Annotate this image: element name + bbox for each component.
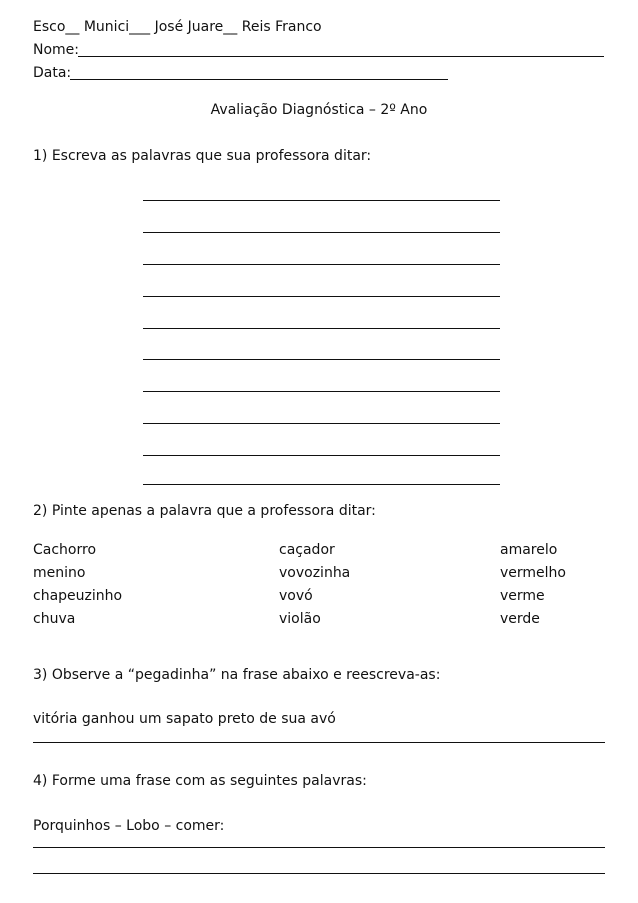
word-option[interactable]: vovozinha xyxy=(279,565,351,581)
word-option[interactable]: chuva xyxy=(33,611,76,627)
q2-word-column-3 xyxy=(500,541,566,633)
q3-prompt: 3) Observe a “pegadinha” na frase abaixo e reescreva-as: xyxy=(33,667,441,683)
word-option[interactable]: caçador xyxy=(279,542,335,558)
q4-words: Porquinhos – Lobo – comer: xyxy=(33,818,225,834)
name-input-line[interactable] xyxy=(78,56,604,57)
q1-answer-line[interactable] xyxy=(143,232,500,233)
word-option[interactable]: amarelo xyxy=(500,542,558,558)
word-option[interactable]: vovó xyxy=(279,588,313,604)
q1-answer-line[interactable] xyxy=(143,328,500,329)
name-label: Nome: xyxy=(33,42,80,58)
word-option[interactable]: vermelho xyxy=(500,565,566,581)
word-option[interactable]: verme xyxy=(500,588,545,604)
q3-answer-line[interactable] xyxy=(33,742,605,743)
q1-prompt: 1) Escreva as palavras que sua professora ditar: xyxy=(33,148,372,164)
q3-sentence: vitória ganhou um sapato preto de sua avó xyxy=(33,711,336,727)
word-option[interactable]: violão xyxy=(279,611,321,627)
q1-answer-line[interactable] xyxy=(143,484,500,485)
page-title: Avaliação Diagnóstica – 2º Ano xyxy=(210,102,428,118)
q4-answer-line[interactable] xyxy=(33,847,605,848)
q1-answer-line[interactable] xyxy=(143,264,500,265)
q1-answer-line[interactable] xyxy=(143,423,500,424)
q1-answer-line[interactable] xyxy=(143,391,500,392)
q2-word-column-2 xyxy=(279,541,350,633)
word-option[interactable]: verde xyxy=(500,611,540,627)
q1-answer-line[interactable] xyxy=(143,200,500,201)
q1-answer-line[interactable] xyxy=(143,359,500,360)
q2-word-column-1 xyxy=(33,541,122,633)
date-input-line[interactable] xyxy=(70,79,448,80)
word-option[interactable]: Cachorro xyxy=(33,542,97,558)
word-option[interactable]: chapeuzinho xyxy=(33,588,123,604)
q4-answer-line[interactable] xyxy=(33,873,605,874)
q2-prompt: 2) Pinte apenas a palavra que a professora ditar: xyxy=(33,503,376,519)
q1-answer-line[interactable] xyxy=(143,455,500,456)
date-label: Data: xyxy=(33,65,72,81)
school-line: Esco__ Munici___ José Juare__ Reis Franco xyxy=(33,19,322,35)
q1-answer-line[interactable] xyxy=(143,296,500,297)
q4-prompt: 4) Forme uma frase com as seguintes palavras: xyxy=(33,773,367,789)
word-option[interactable]: menino xyxy=(33,565,86,581)
